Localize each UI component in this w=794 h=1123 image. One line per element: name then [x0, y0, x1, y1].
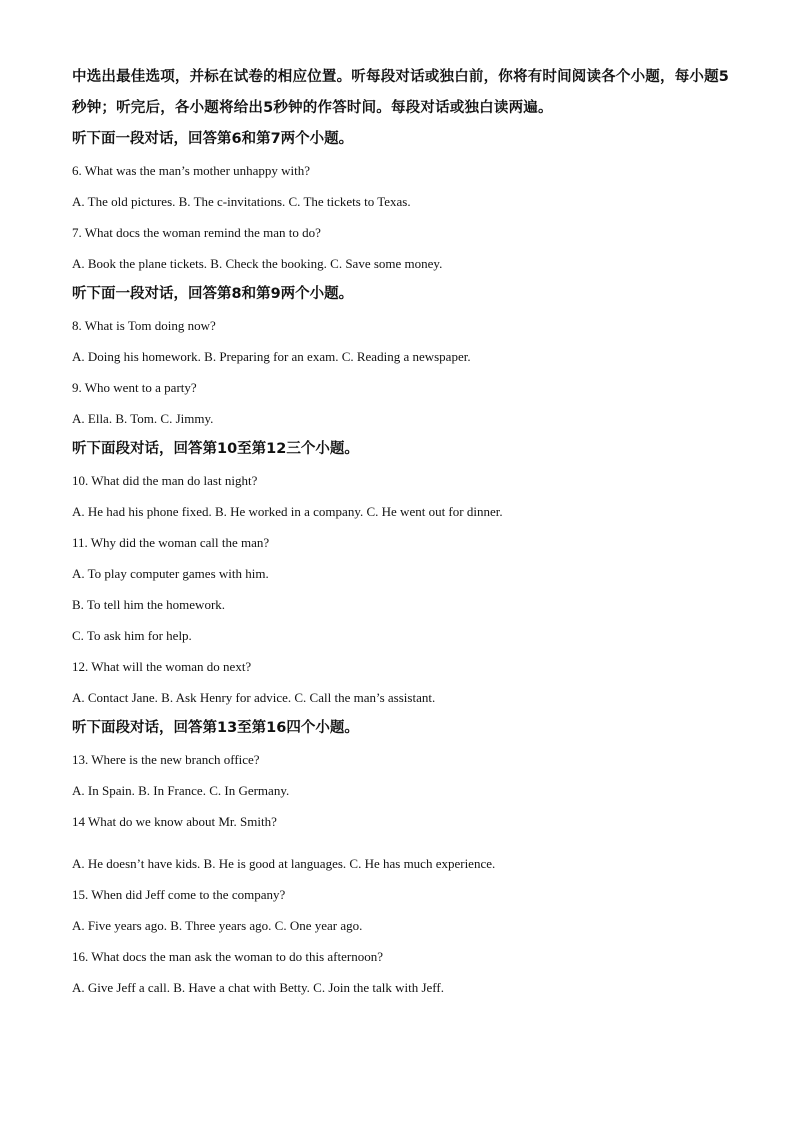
question-9: 9. Who went to a party? [72, 380, 197, 395]
exam-page [72, 62, 732, 1003]
options-8: A. Doing his homework. B. Preparing for an exam. C. Reading a newspaper. [72, 349, 471, 364]
question-8: 8. What is Tom doing now? [72, 318, 216, 333]
section-heading: 听下面一段对话，回答第8和第9两个小题。 [72, 286, 354, 302]
question-12: 12. What will the woman do next? [72, 659, 252, 674]
section-heading: 听下面一段对话，回答第6和第7两个小题。 [72, 131, 354, 147]
option-11-c: C. To ask him for help. [72, 628, 192, 643]
question-14: 14 What do we know about Mr. Smith? [72, 814, 277, 829]
options-14: A. He doesn’t have kids. B. He is good at languages. C. He has much experience. [72, 856, 496, 871]
options-15: A. Five years ago. B. Three years ago. C. One year ago. [72, 918, 363, 933]
question-6: 6. What was the man’s mother unhappy with? [72, 163, 311, 178]
question-7: 7. What docs the woman remind the man to do? [72, 225, 321, 240]
question-16: 16. What docs the man ask the woman to do this afternoon? [72, 949, 383, 964]
options-7: A. Book the plane tickets. B. Check the booking. C. Save some money. [72, 256, 443, 271]
instructions-paragraph: 中选出最佳选项，并标在试卷的相应位置。听每段对话或独白前，你将有时间阅读各个小题，每小题5秒钟；听完后，各小题将给出5秒钟的作答时间。每段对话或独白读两遍。 [72, 69, 730, 116]
options-13: A. In Spain. B. In France. C. In Germany. [72, 783, 290, 798]
section-heading: 听下面段对话，回答第13至第16四个小题。 [72, 720, 359, 736]
options-10: A. He had his phone fixed. B. He worked in a company. C. He went out for dinner. [72, 504, 503, 519]
options-6: A. The old pictures. B. The c-invitations. C. The tickets to Texas. [72, 194, 411, 209]
options-12: A. Contact Jane. B. Ask Henry for advice. C. Call the man’s assistant. [72, 690, 436, 705]
question-11: 11. Why did the woman call the man? [72, 535, 270, 550]
option-11-b: B. To tell him the homework. [72, 597, 226, 612]
options-16: A. Give Jeff a call. B. Have a chat with Betty. C. Join the talk with Jeff. [72, 980, 444, 995]
question-13: 13. Where is the new branch office? [72, 752, 260, 767]
section-heading: 听下面段对话，回答第10至第12三个小题。 [72, 441, 359, 457]
question-15: 15. When did Jeff come to the company? [72, 887, 286, 902]
question-10: 10. What did the man do last night? [72, 473, 258, 488]
option-11-a: A. To play computer games with him. [72, 566, 269, 581]
options-9: A. Ella. B. Tom. C. Jimmy. [72, 411, 214, 426]
